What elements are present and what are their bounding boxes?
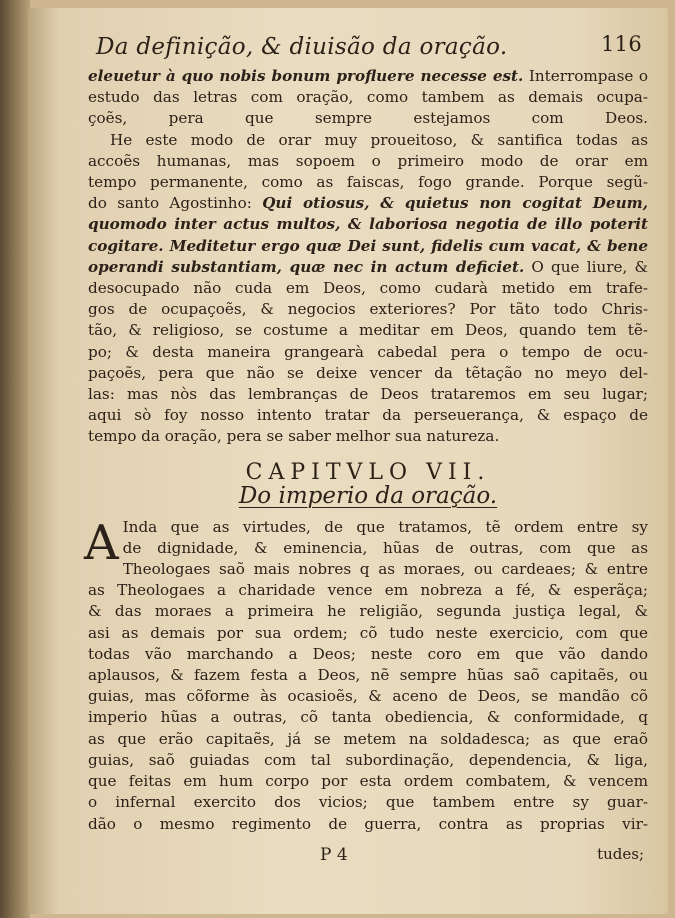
text-line: & das moraes a primeira he religião, segunda justiça legal, &	[88, 602, 648, 621]
running-title: Da definição, & diuisão da oração.	[96, 34, 508, 60]
text-line: imperio hũas a outras, cõ tanta obediencia, & conformidade, q	[88, 708, 648, 727]
text-run: O que liure, &	[524, 257, 648, 276]
text-run: paçoẽs, pera que não se deixe vencer da tẽtação no meyo del-	[88, 363, 648, 382]
text-line	[88, 193, 648, 214]
text-line	[88, 214, 648, 235]
text-line	[88, 342, 648, 363]
text-line	[88, 363, 648, 384]
body-paragraphs	[88, 66, 648, 448]
drop-cap: A	[84, 514, 119, 571]
text-line: as Theologaes a charidade vence em nobreza a fé, & esperãça;	[88, 581, 648, 600]
paragraph	[88, 130, 648, 448]
latin-quote: eleuetur à quo nobis bonum profluere necesse est.	[88, 67, 524, 85]
text-line: de dignidade, & eminencia, hũas de outras, com que as	[122, 538, 648, 557]
text-line	[88, 87, 648, 108]
running-header	[88, 30, 648, 66]
chapter-paragraph	[84, 514, 648, 835]
chapter-number: CAPITVLO VII.	[245, 459, 491, 485]
text-line: Theologaes saõ mais nobres q as moraes, ou cardeaes; & entre	[122, 560, 648, 579]
text-line	[88, 405, 648, 426]
text-line	[88, 320, 648, 341]
page-number: 116	[601, 32, 642, 56]
text-run: çoẽs, pera que sempre estejamos com Deos.	[88, 109, 648, 128]
page-footer	[88, 841, 648, 881]
text-run: aqui sò foy nosso intento tratar da perseuerança, & espaço de	[88, 406, 648, 425]
text-line: asi as demais por sua ordem; cõ tudo neste exercicio, com que	[88, 623, 648, 642]
text-line: o infernal exercito dos vicios; que tambem entre sy guar-	[88, 793, 648, 812]
text-line	[88, 257, 648, 278]
text-run: las: mas nòs das lembranças de Deos trataremos em seu lugar;	[88, 385, 648, 404]
text-line: que feitas em hum corpo por esta ordem combatem, & vencem	[88, 772, 648, 791]
latin-quote: Qui otiosus, & quietus non cogitat Deum,	[262, 194, 648, 213]
text-line	[88, 384, 648, 405]
latin-quote: operandi substantiam, quæ nec in actum deficiet.	[88, 257, 525, 276]
text-line	[88, 299, 648, 320]
text-line: Inda que as virtudes, de que tratamos, tẽ ordem entre sy	[122, 517, 648, 536]
text-line: as que erão capitaẽs, já se metem na soldadesca; as que eraõ	[88, 729, 648, 748]
paragraph	[88, 66, 648, 130]
text-line: aplausos, & fazem festa a Deos, nẽ sempre hũas saõ capitaẽs, ou	[88, 666, 648, 685]
chapter-lines	[88, 517, 648, 835]
text-line: guias, saõ guiadas com tal subordinação, dependencia, & liga,	[88, 750, 648, 769]
text-run: accoẽs humanas, mas sopoem o primeiro modo de orar em	[88, 151, 648, 170]
text-line	[88, 151, 648, 172]
text-line	[88, 278, 648, 299]
text-run: He este modo de orar muy proueitoso, & santifica todas as	[110, 130, 648, 149]
text-line	[88, 66, 648, 87]
text-run: tempo da oração, pera se saber melhor sua natureza.	[88, 427, 500, 446]
page-text-block	[84, 30, 648, 881]
text-run: desocupado não cuda em Deos, como cudarà metido em trafe-	[88, 279, 648, 298]
signature-mark: P 4	[320, 844, 348, 865]
latin-quote: quomodo inter actus multos, & laboriosa negotia de illo poterit	[88, 215, 648, 234]
text-line: todas vão marchando a Deos; neste coro em que vão dando	[88, 644, 648, 663]
book-gutter	[0, 0, 30, 918]
text-line	[88, 172, 648, 193]
text-run: do santo Agostinho:	[88, 194, 263, 213]
text-line	[88, 236, 648, 257]
text-line: guias, mas cõforme às ocasioẽs, & aceno de Deos, se mandão cõ	[88, 687, 648, 706]
text-run: po; & desta maneira grangearà cabedal pera o tempo de ocu-	[88, 342, 648, 361]
text-line	[88, 130, 648, 151]
text-run: tão, & religioso, se costume a meditar em Deos, quando tem tẽ-	[88, 321, 648, 340]
catchword: tudes;	[597, 844, 644, 863]
text-line: dão o mesmo regimento de guerra, contra as proprias vir-	[88, 814, 648, 833]
latin-quote: cogitare. Meditetur ergo quæ Dei sunt, fidelis cum vacat, & bene	[88, 236, 648, 255]
text-line	[88, 108, 648, 129]
chapter-title: Do imperio da oração.	[238, 482, 498, 509]
text-run: estudo das letras com oração, como tambem as demais ocupa-	[88, 88, 648, 107]
text-run: gos de ocupaçoẽs, & negocios exteriores? Por tãto todo Chris-	[88, 300, 648, 319]
text-run: Interrompase o	[523, 67, 648, 85]
text-run: tempo permanente, como as faiscas, fogo grande. Porque segũ-	[88, 173, 648, 192]
text-line	[88, 426, 648, 447]
